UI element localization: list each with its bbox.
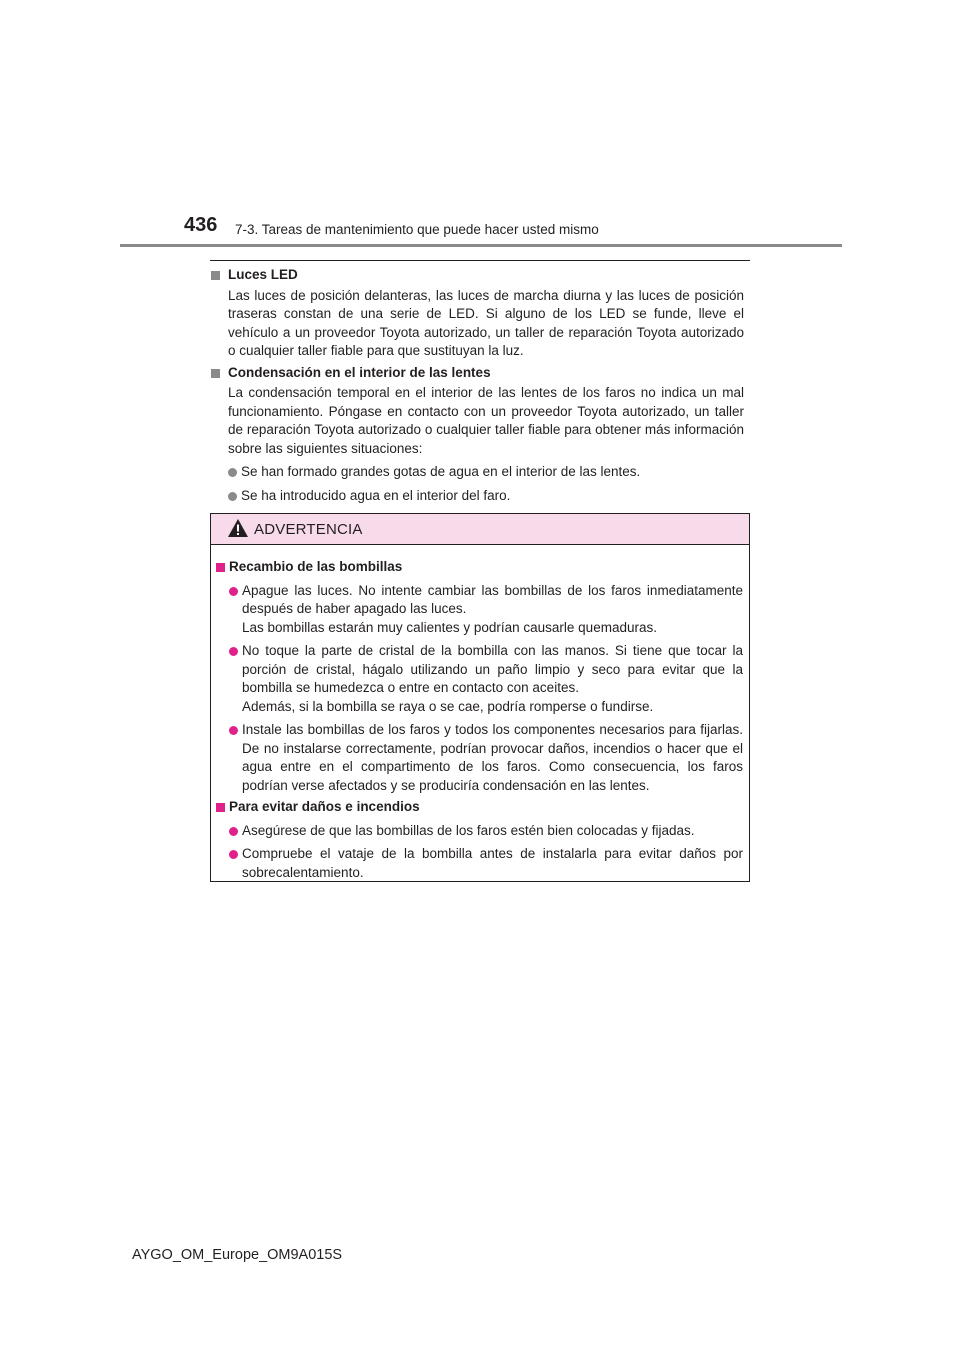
dot-bullet-icon [228,468,237,477]
warning-item-text: Apague las luces. No intente cambiar las bombillas de los faros inmediatamente después de haber apagado las luces. [242,582,743,616]
pink-dot-bullet-icon [229,726,238,735]
warning-triangle-icon [227,518,249,538]
pink-square-bullet-icon [216,563,225,572]
warning-item-text: Asegúrese de que las bombillas de los faros estén bien colocadas y fijadas. [242,822,695,838]
pink-dot-bullet-icon [229,647,238,656]
list-item [210,487,750,506]
warning-item [216,822,743,841]
header-rule [120,244,842,247]
pink-dot-bullet-icon [229,587,238,596]
section-heading [210,364,750,383]
pink-dot-bullet-icon [229,850,238,859]
warning-section-heading [216,558,743,577]
warning-section-heading [216,798,743,817]
list-item-text: Se han formado grandes gotas de agua en el interior de las lentes. [241,464,641,479]
heading-text: Condensación en el interior de las lentes [228,364,491,380]
section-heading [210,266,750,285]
warning-box [210,513,750,882]
warning-body [211,545,749,882]
warning-item-text: Además, si la bombilla se raya o se cae, podría romperse o fundirse. [242,698,654,714]
heading-text: Luces LED [228,267,298,282]
warning-item-text: No toque la parte de cristal de la bombilla con las manos. Si tiene que tocar la porción de cristal, hágalo utilizando un paño limpio y seco para evitar que la bombilla se humedezca o entre en contacto con aceites. [242,643,743,695]
section-paragraph: La condensación temporal en el interior de las lentes de los faros no indica un mal funcionamiento. Póngase en contacto con un proveedor Toyota autorizado, un taller de reparación Toyota autorizado o cualquier taller fiable para obtener más información sobre las siguientes situaciones: [228,385,744,456]
square-bullet-icon [211,271,220,280]
main-content [210,266,750,505]
warning-item-text: Las bombillas estarán muy calientes y podrían causarle quemaduras. [242,619,657,635]
warning-item [216,721,743,795]
warning-item [216,582,743,638]
heading-text: Para evitar daños e incendios [229,799,420,814]
section-paragraph: Las luces de posición delanteras, las luces de marcha diurna y las luces de posición traseras constan de una serie de LED. Si alguno de los LED se funde, lleve el vehículo a un proveedor Toyota autorizado, un taller de reparación Toyota autorizado o cualquier taller fiable para que sustituyan la luz. [228,287,744,358]
page-number: 436 [184,214,218,236]
warning-header [211,514,749,545]
content-top-rule [210,260,750,261]
dot-bullet-icon [228,492,237,501]
footer-document-code: AYGO_OM_Europe_OM9A015S [132,1247,343,1263]
warning-title: ADVERTENCIA [254,521,363,538]
warning-item-text: Compruebe el vataje de la bombilla antes de instalarla para evitar daños por sobrecalentamiento. [242,846,743,880]
square-bullet-icon [211,369,220,378]
section-header: 7-3. Tareas de mantenimiento que puede hacer usted mismo [235,222,599,237]
heading-text: Recambio de las bombillas [229,559,403,574]
warning-item [216,642,743,716]
warning-item [216,845,743,882]
list-item-text: Se ha introducido agua en el interior del faro. [241,487,511,503]
list-item [210,463,750,482]
warning-item-text: Instale las bombillas de los faros y todos los componentes necesarios para fijarlas. De no instalarse correctamente, podrían provocar daños, incendios o hacer que el agua entre en el compartimento de los faros. Como consecuencia, los faros podrían verse afectados y se produciría condensación en las lentes. [242,722,743,793]
pink-dot-bullet-icon [229,827,238,836]
pink-square-bullet-icon [216,803,225,812]
